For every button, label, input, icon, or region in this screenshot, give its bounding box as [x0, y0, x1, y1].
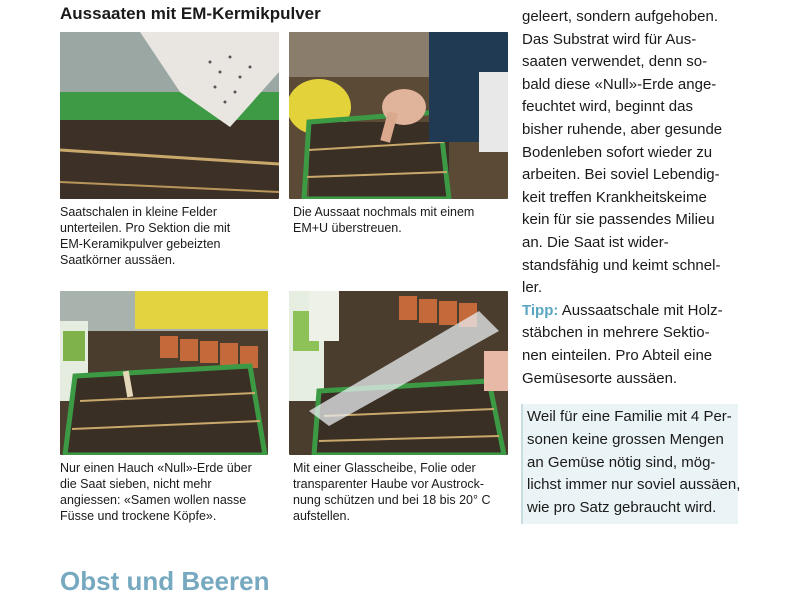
tip-line: nen einteilen. Pro Abteil eine [522, 346, 713, 364]
caption-line: Füsse und trockene Köpfe». [60, 509, 217, 523]
caption-line: Saatschalen in kleine Felder [60, 205, 218, 219]
caption-line: aufstellen. [293, 509, 350, 523]
info-box [521, 404, 741, 524]
info-line: sonen keine grossen Mengen [527, 430, 724, 448]
photo-sowing-from-packet [60, 32, 279, 199]
photo-null-soil-layer [60, 291, 268, 455]
caption-line: Mit einer Glasscheibe, Folie oder [293, 461, 476, 475]
caption-line: EM+U überstreuen. [293, 221, 402, 235]
body-line: ler. [522, 279, 543, 297]
body-line: saaten verwendet, denn so- [522, 53, 708, 71]
caption-line: Saatkörner aussäen. [60, 253, 176, 267]
body-line: bald diese «Null»-Erde ange- [522, 75, 717, 93]
info-line: lichst immer nur soviel aussäen, [527, 476, 741, 494]
info-line: wie pro Satz gebraucht wird. [527, 499, 717, 517]
caption-line: angiessen: «Samen wollen nasse [60, 493, 247, 507]
body-line: kein für sie passendes Milieu [522, 211, 715, 229]
photo-sprinkling-emu [289, 32, 508, 199]
tip-line: Gemüsesorte aussäen. [522, 369, 678, 387]
body-line: keit treffen Krankheitskeime [522, 188, 707, 206]
next-chapter-heading: Obst und Beeren [60, 566, 270, 596]
caption-line: EM-Keramikpulver gebeizten [60, 237, 221, 251]
body-line: arbeiten. Bei soviel Lebendig- [522, 166, 720, 184]
caption-line: transparenter Haube vor Austrock- [293, 477, 485, 491]
caption-line: die Saat sieben, nicht mehr [60, 477, 212, 491]
caption-line: nung schützen und bei 18 bis 20° C [293, 493, 491, 507]
caption-photo-4 [293, 460, 491, 524]
section-title: Aussaaten mit EM-Kermikpulver [60, 4, 321, 23]
body-line: feuchtet wird, beginnt das [522, 98, 693, 116]
tip-text: Aussaatschale mit Holz- [558, 301, 723, 319]
body-line: an. Die Saat ist wider- [522, 233, 669, 251]
tip-line: stäbchen in mehrere Sektio- [522, 324, 710, 342]
body-line: bisher ruhende, aber gesunde [522, 120, 723, 138]
photo-glass-cover [289, 291, 508, 455]
caption-photo-2 [293, 204, 474, 236]
body-line: Bodenleben sofort wieder zu [522, 143, 713, 161]
caption-line: unterteilen. Pro Sektion die mit [60, 221, 231, 235]
tip-label: Tipp: [522, 301, 559, 319]
caption-photo-1 [60, 204, 230, 268]
body-text-column [522, 6, 740, 390]
caption-photo-3 [60, 460, 252, 524]
body-line: standsfähig und keimt schnel- [522, 256, 721, 274]
info-line: an Gemüse nötig sind, mög- [527, 453, 716, 471]
caption-line: Die Aussaat nochmals mit einem [293, 205, 475, 219]
caption-line: Nur einen Hauch «Null»-Erde über [60, 461, 252, 475]
tip-first-line [522, 300, 740, 323]
info-line: Weil für eine Familie mit 4 Per- [527, 408, 732, 425]
body-line: geleert, sondern aufgehoben. [522, 8, 718, 25]
body-line: Das Substrat wird für Aus- [522, 30, 697, 48]
